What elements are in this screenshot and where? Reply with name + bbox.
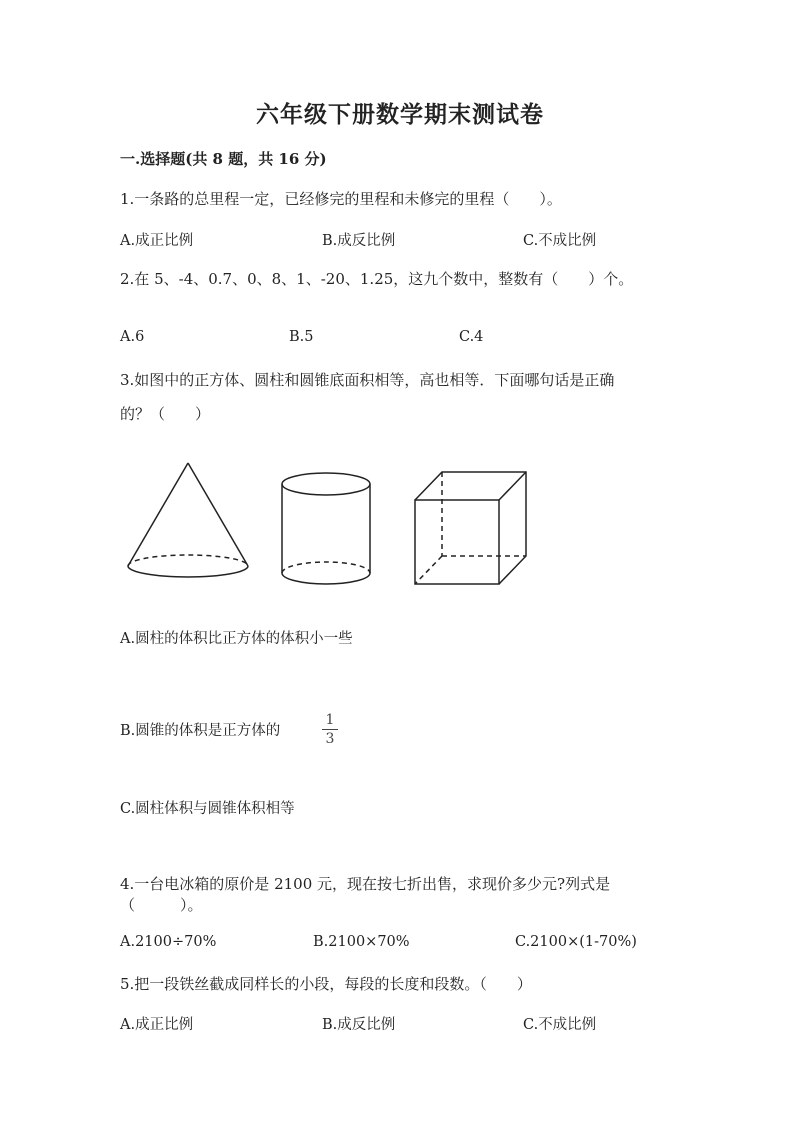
- question-1-stem: 1.一条路的总里程一定，已经修完的里程和未修完的里程（ ）。: [120, 190, 562, 208]
- question-5-option-c[interactable]: C.不成比例: [523, 1017, 597, 1033]
- question-1-option-c[interactable]: C.不成比例: [523, 233, 597, 249]
- cube-icon: [415, 472, 526, 584]
- question-3-option-c[interactable]: C.圆柱体积与圆锥体积相等: [120, 801, 295, 817]
- fraction-numerator: 1: [325, 712, 335, 728]
- question-5-option-a[interactable]: A.成正比例: [120, 1017, 194, 1033]
- question-1-option-a[interactable]: A.成正比例: [120, 233, 194, 249]
- fraction-denominator: 3: [325, 731, 335, 747]
- question-4-option-b[interactable]: B.2100×70%: [313, 934, 410, 950]
- question-4-option-a[interactable]: A.2100÷70%: [120, 934, 217, 950]
- question-2-option-a[interactable]: A.6: [120, 329, 145, 345]
- question-5-stem: 5.把一段铁丝截成同样长的小段，每段的长度和段数。（ ）: [120, 975, 532, 993]
- question-2-option-b[interactable]: B.5: [289, 329, 314, 345]
- question-4-stem-line-2: （ ）。: [120, 896, 203, 914]
- page-title: 六年级下册数学期末测试卷: [256, 101, 544, 128]
- question-5-option-b[interactable]: B.成反比例: [322, 1017, 396, 1033]
- fraction-one-third: [322, 712, 338, 747]
- question-2-option-c[interactable]: C.4: [459, 329, 484, 345]
- question-1-option-b[interactable]: B.成反比例: [322, 233, 396, 249]
- question-3-stem-line-1: 3.如图中的正方体、圆柱和圆锥底面积相等，高也相等．下面哪句话是正确: [120, 371, 615, 389]
- section-heading: 一.选择题(共 8 题，共 16 分): [120, 150, 327, 168]
- cylinder-icon: [282, 473, 370, 584]
- cone-icon: [128, 463, 248, 577]
- question-3-option-b[interactable]: B.圆锥的体积是正方体的: [120, 723, 281, 739]
- question-3-option-a[interactable]: A.圆柱的体积比正方体的体积小一些: [120, 631, 353, 647]
- question-3-stem-line-2: 的？（ ）: [120, 405, 211, 423]
- question-4-stem-line-1: 4.一台电冰箱的原价是 2100 元，现在按七折出售，求现价多少元?列式是: [120, 875, 611, 893]
- question-2-stem: 2.在 5、-4、0.7、0、8、1、-20、1.25，这九个数中，整数有（ ）个。: [120, 270, 634, 288]
- fraction-bar: [322, 729, 338, 730]
- question-4-option-c[interactable]: C.2100×(1-70%): [515, 934, 637, 950]
